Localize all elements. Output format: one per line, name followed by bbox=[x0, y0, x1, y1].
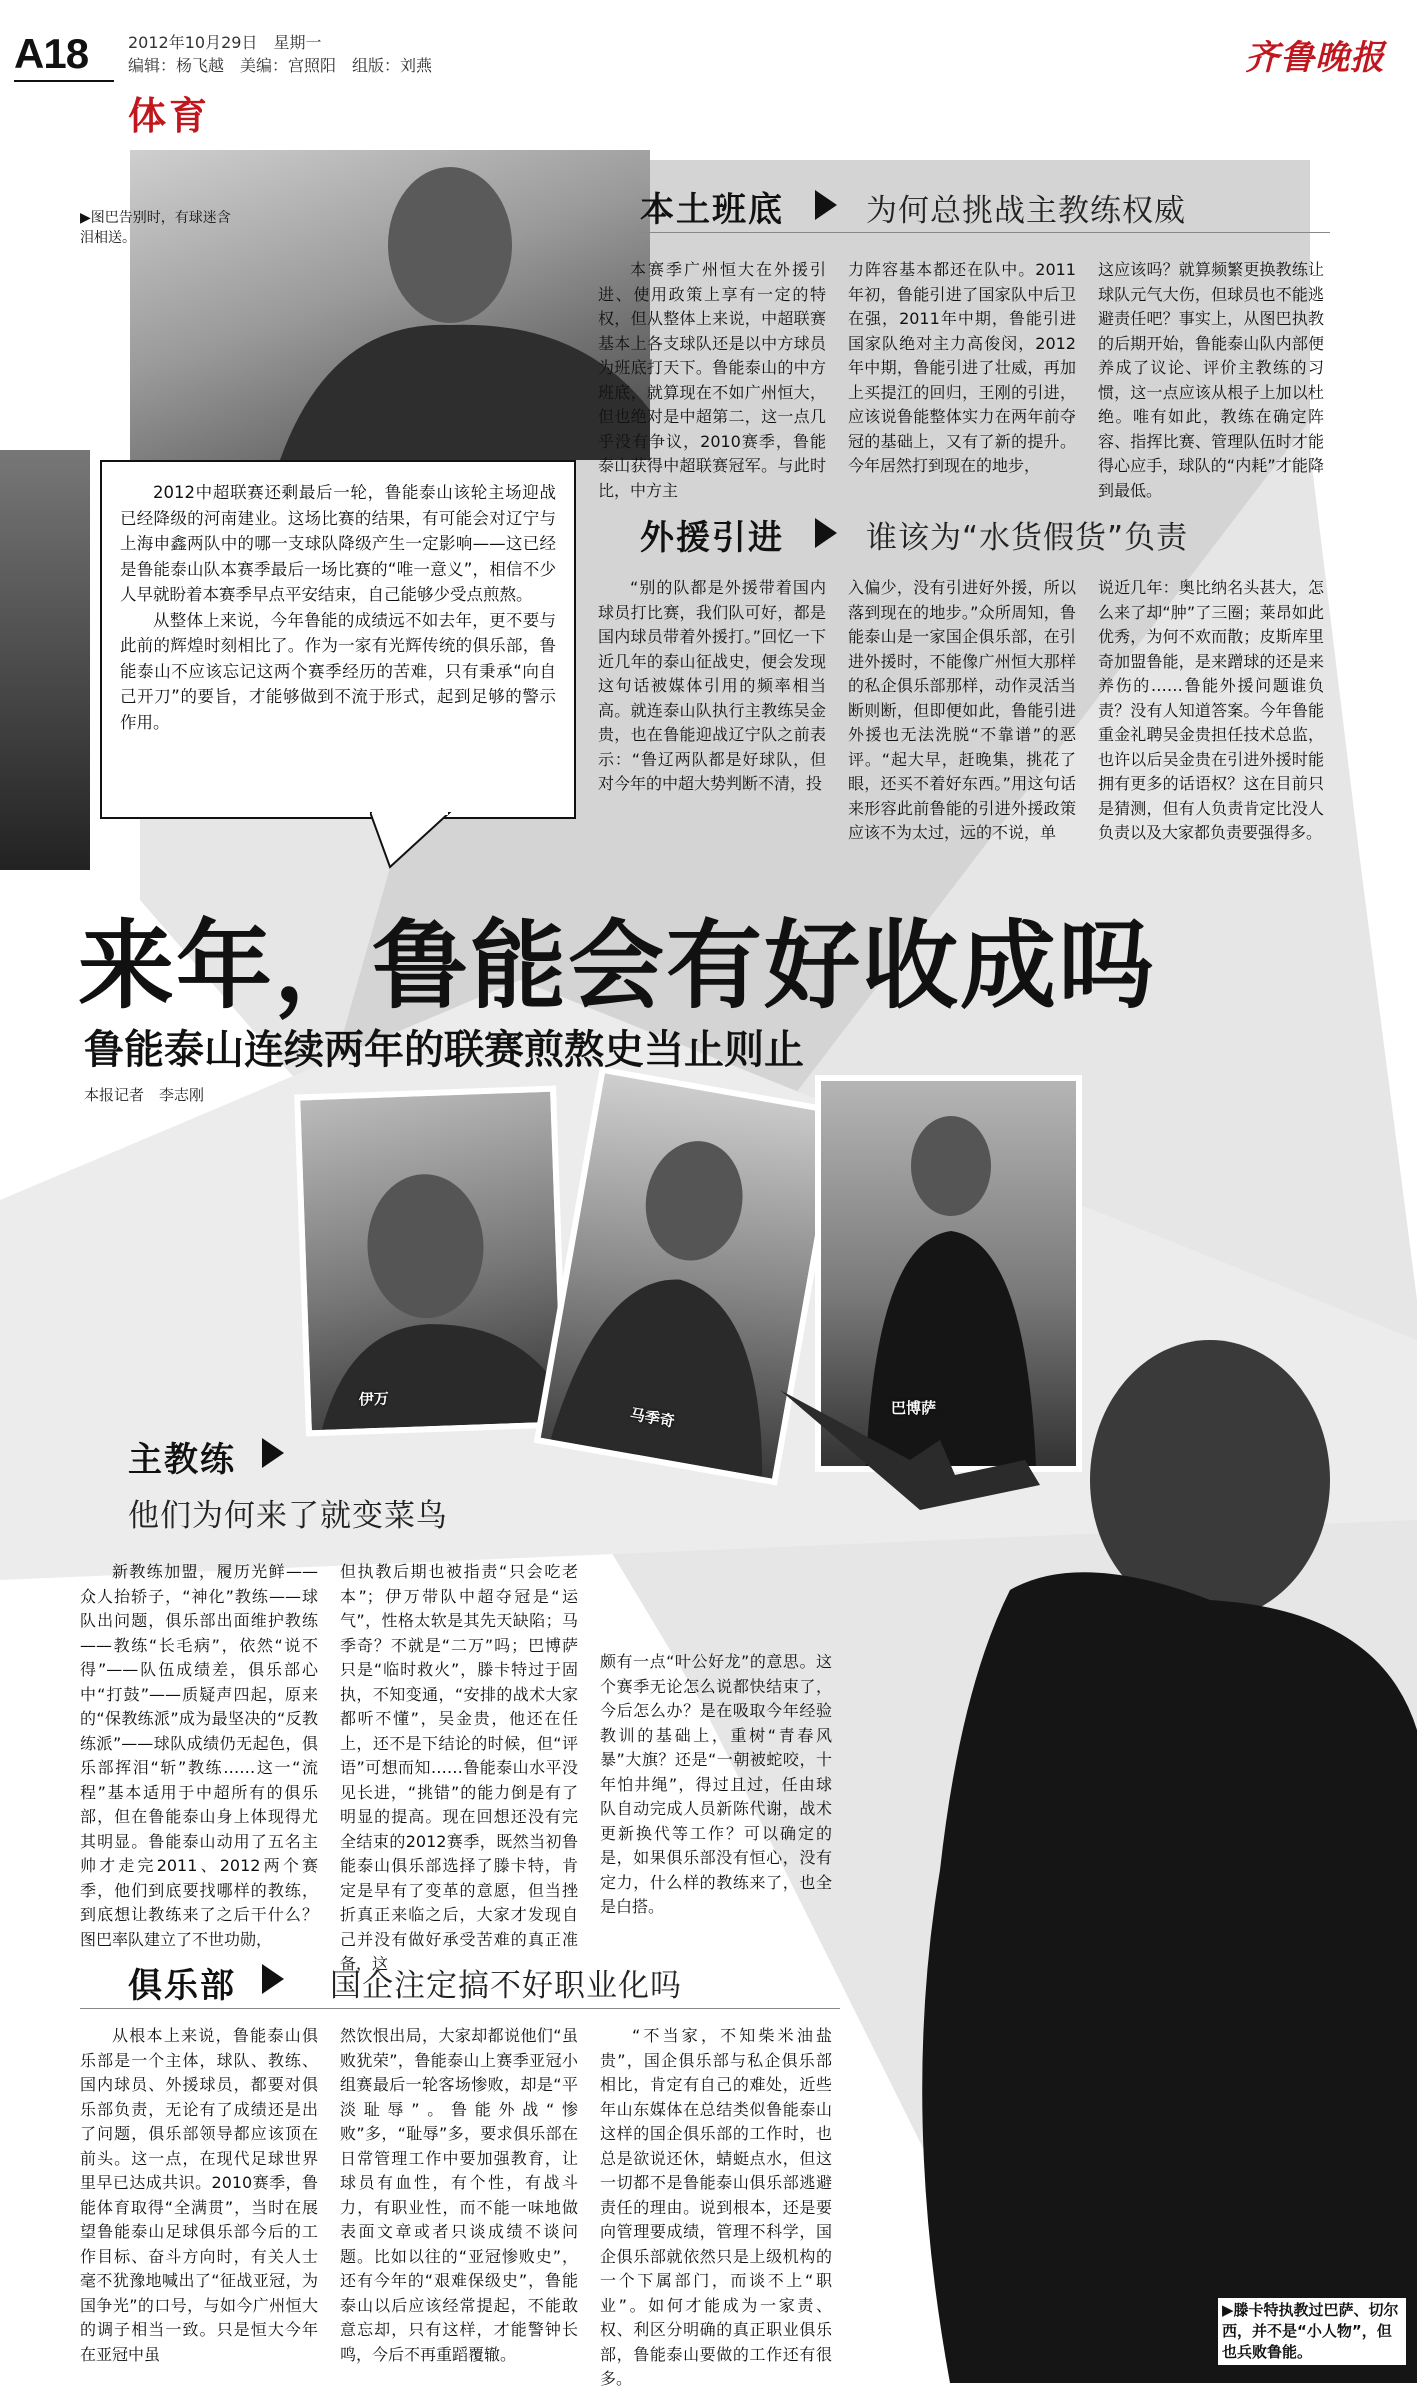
section-subtitle-local: 为何总挑战主教练权威 bbox=[866, 193, 1186, 229]
coach-column-1: 新教练加盟，履历光鲜——众人抬轿子，“神化”教练——球队出问题，俱乐部出面维护教练——教练“长毛病”，依然“说不得”——队伍成绩差，俱乐部心中“打鼓”——质疑声四起，原来的“保教练派”成为最坚决的“反教练派”——球队成绩仍无起色，俱乐部挥泪“斩”教练……这一“流程”基本适用于中超所有的俱乐部，但在鲁能泰山身上体现得尤其明显。鲁能泰山动用了五名主帅才走完2011、2012两个赛季，他们到底要找哪样的教练，到底想让教练来了之后干什么？图巴率队建立了不世功勋， bbox=[80, 1562, 318, 1949]
foreign-column-3: 说近几年：奥比纳名头甚大，怎么来了却“肿”了三圈；莱昂如此优秀，为何不欢而散；皮斯库里奇加盟鲁能，是来蹭球的还是来养伤的……鲁能外援问题谁负责？没有人知道答案。今年鲁能重金礼聘吴金贵担任技术总监，也许以后吴金贵在引进外援时能拥有更多的话语权？这在目前只是猜测，但有人负责肯定比没人负责以及大家都负责要强得多。 bbox=[1098, 578, 1324, 842]
sub-headline: 鲁能泰山连续两年的联赛煎熬史当止则止 bbox=[84, 1027, 804, 1073]
section-arrow-icon bbox=[815, 190, 837, 220]
top-photo-caption: ▶图巴告别时，有球迷含泪相送。 bbox=[80, 210, 231, 246]
page-header bbox=[0, 0, 1417, 140]
coach-column-2: 但执教后期也被指责“只会吃老本”；伊万带队中超夺冠是“运气”，性格太软是其先天缺陷；马季奇？不就是“二万”吗；巴博萨只是“临时救火”，滕卡特过于固执，不知变通，“安排的战术大家都听不懂”，吴金贵，他还在任上，还不是下结论的时候，但“评语”可想而知……鲁能泰山水平没见长进，“挑错”的能力倒是有了明显的提高。现在回想还没有完全结束的2012赛季，既然当初鲁能泰山俱乐部选择了滕卡特，肯定是早有了变革的意愿，但当挫折真正来临之后，大家才发现自己并没有做好承受苦难的真正准备，这 bbox=[340, 1562, 578, 1973]
section-title-local: 本土班底 bbox=[640, 190, 784, 230]
section-subtitle-foreign: 谁该为“水货假货”负责 bbox=[866, 520, 1189, 556]
local-column-1: 本赛季广州恒大在外援引进、使用政策上享有一定的特权，但从整体上来说，中超联赛基本上各支球队还是以中方球员为班底打天下。鲁能泰山的中方班底，就算现在不如广州恒大，但也绝对是中超第二，这一点几乎没有争议，2010赛季，鲁能泰山获得中超联赛冠军。与此时比，中方主 bbox=[598, 260, 826, 500]
intro-pointer bbox=[370, 812, 460, 872]
intro-box bbox=[100, 460, 576, 819]
section-arrow-icon bbox=[815, 518, 837, 548]
left-crowd-photo bbox=[0, 450, 90, 870]
editors-line: 编辑：杨飞越 美编：宫照阳 组版：刘燕 bbox=[128, 56, 433, 75]
tenkate-caption: ▶滕卡特执教过巴萨、切尔西，并不是“小人物”，但也兵败鲁能。 bbox=[1218, 2298, 1406, 2365]
club-column-2: 然饮恨出局，大家却都说他们“虽败犹荣”，鲁能泰山上赛季亚冠小组赛最后一轮客场惨败，却是“平淡耻辱”。鲁能外战“惨败”多，“耻辱”多，要求俱乐部在日常管理工作中要加强教育，让球员有血性，有个性，有战斗力，有职业性，而不能一味地做表面文章或者只谈成绩不谈问题。比如以往的“亚冠惨败史”，还有今年的“艰难保级史”，鲁能泰山以后应该经常提起，不能敢意忘却，只有这样，才能警钟长鸣，今后不再重蹈覆辙。 bbox=[340, 2026, 578, 2364]
main-headline: 来年，鲁能会有好收成吗 bbox=[78, 910, 1156, 1022]
local-column-2: 力阵容基本都还在队中。2011年初，鲁能引进了国家队中后卫在强，2011年中期，鲁能引进国家队绝对主力高俊闵，2012年中期，鲁能引进了壮威，再加上买提江的回归，王刚的引进，应该说鲁能整体实力在两年前夺冠的基础上，又有了新的提升。今年居然打到现在的地步， bbox=[848, 260, 1076, 475]
intro-paragraph: 2012中超联赛还剩最后一轮，鲁能泰山该轮主场迎战已经降级的河南建业。这场比赛的结果，有可能会对辽宁与上海申鑫两队中的哪一支球队降级产生一定影响——这已经是鲁能泰山队本赛季最后一场比赛的“唯一意义”，相信不少人早就盼着本赛季早点平安结束，自己能够少受点煎熬。 bbox=[120, 483, 556, 604]
photo-label: 巴博萨 bbox=[891, 1399, 937, 1417]
intro-text bbox=[120, 480, 556, 735]
person-silhouette-icon bbox=[300, 1092, 561, 1431]
masthead-logo: 齐鲁晚报 bbox=[1245, 38, 1385, 78]
section-title-club: 俱乐部 bbox=[128, 1966, 236, 2006]
section-label: 体育 bbox=[128, 94, 211, 138]
person-silhouette-icon bbox=[130, 150, 650, 460]
photo-label: 马季奇 bbox=[628, 1405, 677, 1431]
foreign-column-1: “别的队都是外援带着国内球员打比赛，我们队可好，都是国内球员带着外援打。”回忆一下近几年的泰山征战史，便会发现这句话被媒体引用的频率相当高。就连泰山队执行主教练吴金贵，也在鲁能迎战辽宁队之前表示：“鲁辽两队都是好球队，但对今年的中超大势判断不清，投 bbox=[598, 578, 826, 793]
page-number: A18 bbox=[14, 30, 89, 77]
section-arrow-icon bbox=[262, 1964, 284, 1994]
club-column-1: 从根本上来说，鲁能泰山俱乐部是一个主体，球队、教练、国内球员、外援球员，都要对俱乐部负责，无论有了成绩还是出了问题，俱乐部领导都应该顶在前头。这一点，在现代足球世界里早已达成共识。2010赛季，鲁能体育取得“全满贯”，当时在展望鲁能泰山足球俱乐部今后的工作目标、奋斗方向时，有关人士毫不犹豫地喊出了“征战亚冠，为国争光”的口号，与如今广州恒大的调子相当一致。只是恒大今年在亚冠中虽 bbox=[80, 2026, 318, 2364]
photo-tenkate bbox=[780, 1310, 1417, 2383]
section-rule bbox=[640, 232, 1330, 233]
section-rule bbox=[80, 2008, 840, 2009]
date-line: 2012年10月29日 星期一 bbox=[128, 33, 322, 52]
section-arrow-icon bbox=[262, 1438, 284, 1468]
foreign-column-2: 入偏少，没有引进好外援，所以落到现在的地步。”众所周知，鲁能泰山是一家国企俱乐部，在引进外援时，不能像广州恒大那样的私企俱乐部那样，动作灵活当断则断，但即便如此，鲁能引进外援也无法洗脱“不靠谱”的恶评。“起大早，赶晚集，挑花了眼，还买不着好东西。”用这句话来形容此前鲁能的引进外援政策应该不为太过，远的不说，单 bbox=[848, 578, 1076, 842]
intro-paragraph: 从整体上来说，今年鲁能的成绩远不如去年，更不要与此前的辉煌时刻相比了。作为一家有光辉传统的俱乐部，鲁能泰山不应该忘记这两个赛季经历的苦难，只有秉承“向自己开刀”的要旨，才能够做到不流于形式，起到足够的警示作用。 bbox=[120, 610, 556, 732]
byline: 本报记者 李志刚 bbox=[84, 1086, 205, 1104]
section-subtitle-coach: 他们为何来了就变菜鸟 bbox=[128, 1498, 448, 1534]
club-column-3: “不当家，不知柴米油盐贵”，国企俱乐部与私企俱乐部相比，肯定有自己的难处，近些年山东媒体在总结类似鲁能泰山这样的国企俱乐部的工作时，也总是欲说还休，蜻蜓点水，但这一切都不是鲁能泰山俱乐部逃避责任的理由。说到根本，还是要向管理要成绩，管理不科学，国企俱乐部就依然只是上级机构的一个下属部门，而谈不上“职业”。如何才能成为一家责、权、利区分明确的真正职业俱乐部，鲁能泰山要做的工作还有很多。 bbox=[600, 2026, 832, 2388]
section-title-coach: 主教练 bbox=[128, 1440, 236, 1480]
photo-label: 伊万 bbox=[358, 1389, 390, 1409]
person-silhouette-icon bbox=[780, 1310, 1417, 2383]
local-column-3: 这应该吗？就算频繁更换教练让球队元气大伤，但球员也不能逃避责任吧？事实上，从图巴执教的后期开始，鲁能泰山队内部便养成了议论、评价主教练的习惯，这一点应该从根子上加以杜绝。唯有如此，教练在确定阵容、指挥比赛、管理队伍时才能得心应手，球队的“内耗”才能降到最低。 bbox=[1098, 260, 1324, 500]
coach-column-3: 颇有一点“叶公好龙”的意思。这个赛季无论怎么说都快结束了，今后怎么办？是在吸取今年经验教训的基础上，重树“青春风暴”大旗？还是“一朝被蛇咬，十年怕井绳”，得过且过，任由球队自动完成人员新陈代谢，战术更新换代等工作？可以确定的是，如果俱乐部没有恒心，没有定力，什么样的教练来了，也全是白搭。 bbox=[600, 1652, 832, 1916]
section-title-foreign: 外援引进 bbox=[640, 518, 784, 558]
top-photo-tuba bbox=[130, 150, 650, 460]
photo-ivan bbox=[294, 1086, 568, 1437]
section-subtitle-club: 国企注定搞不好职业化吗 bbox=[330, 1968, 682, 2004]
header-rule bbox=[14, 80, 114, 82]
